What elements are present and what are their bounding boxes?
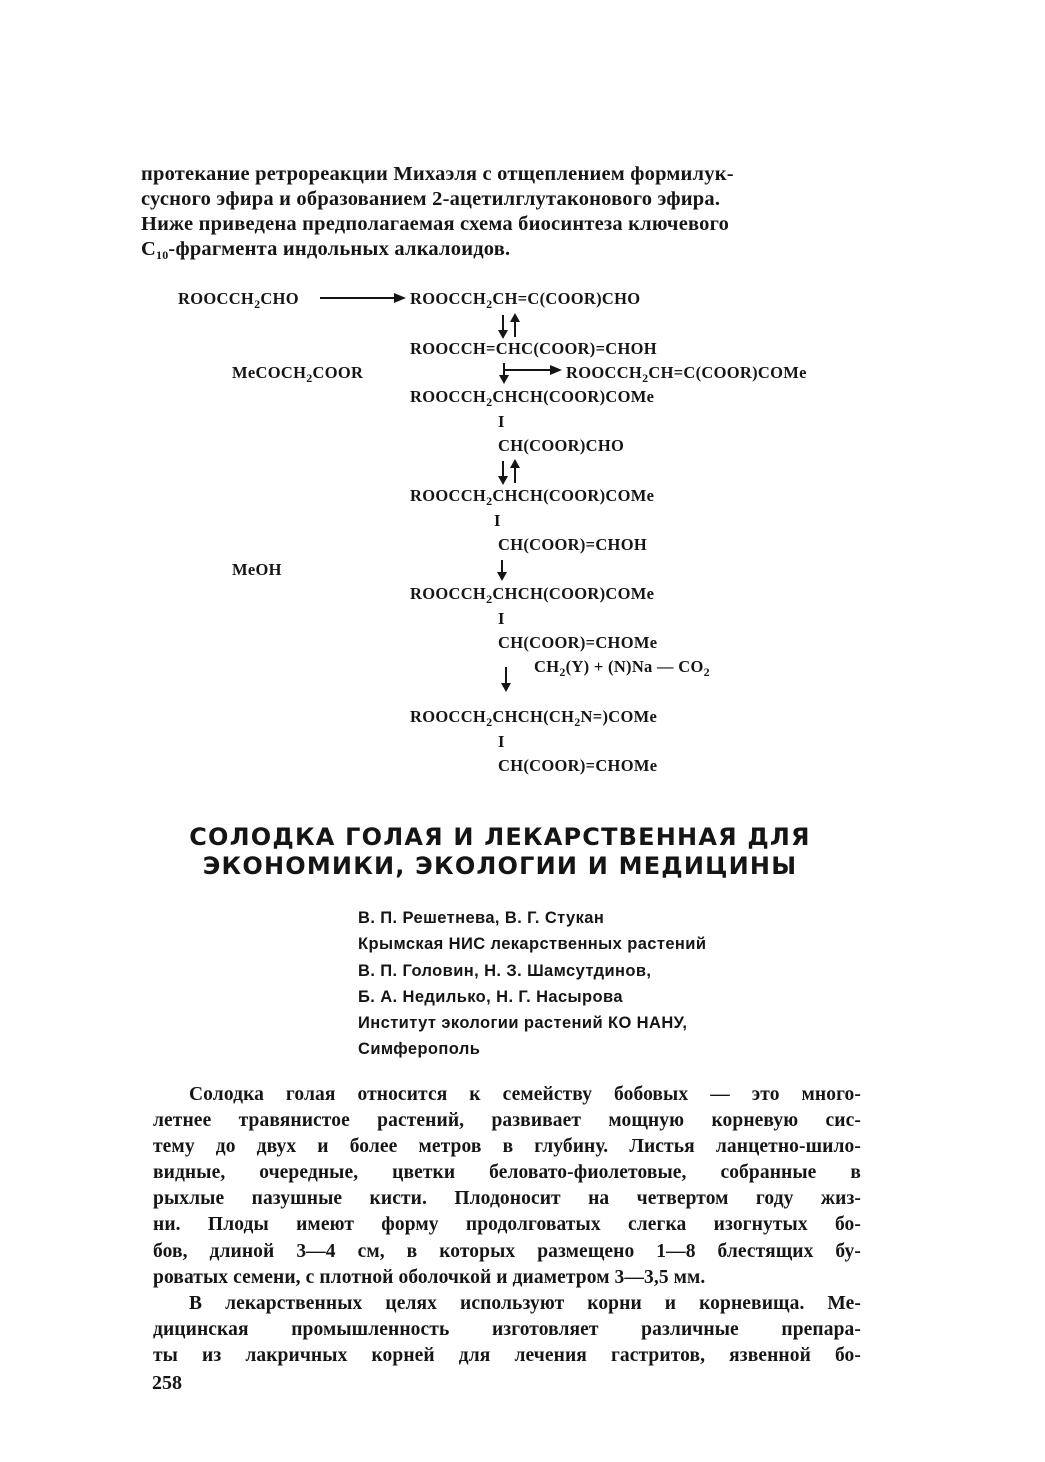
title-line: СОЛОДКА ГОЛАЯ И ЛЕКАРСТВЕННАЯ ДЛЯ	[189, 823, 811, 851]
paragraph	[153, 1291, 861, 1369]
authors-block	[358, 905, 706, 1063]
author-line: В. П. Решетнева, В. Г. Стукан	[358, 909, 605, 927]
final-product-formula: $ROOCCH_2CHCH(CH_2N=)COMe$	[410, 707, 658, 729]
intro-line: протекание ретрореакции Михаэля с отщеплением формилук-	[141, 163, 734, 185]
byreagents-formula: $CH_2(Y) + (N)Na$ — $CO_2$	[534, 657, 710, 679]
intro-line: $C_{10}$-фрагмента индольных алкалоидов.	[141, 238, 511, 262]
bond-line: I	[494, 511, 501, 530]
title-line: ЭКОНОМИКИ, ЭКОЛОГИИ И МЕДИЦИНЫ	[202, 852, 798, 880]
side-product-formula: $ROOCCH_2CH=C(COOR)COMe$	[566, 363, 807, 385]
article-title	[180, 823, 820, 881]
page-number: 258	[152, 1372, 182, 1394]
text-line: дицинская промышленность изготовляет различные препара-	[153, 1318, 861, 1340]
branch-formula: CH(COOR)=CHOMe	[498, 633, 658, 652]
text-line: Солодка голая относится к семейству бобовых — это много-	[189, 1084, 861, 1105]
bond-line: I	[498, 412, 505, 431]
bond-line: I	[498, 732, 505, 751]
affiliation-line: Крымская НИС лекарственных растений	[358, 935, 707, 954]
text-line: рыхлые пазушные кисти. Плодоносит на четвертом году жиз-	[153, 1188, 861, 1210]
adduct-formula: $ROOCCH_2CHCH(COOR)COMe$	[410, 584, 655, 606]
equilibrium-arrows-icon	[494, 458, 524, 486]
reagent-formula: MeOH	[232, 560, 282, 579]
product-formula: $ROOCCH_2CH=C(COOR)CHO$	[410, 289, 641, 311]
text-line: бов, длиной 3—4 см, в которых размещено 1—8 блестящих бу-	[153, 1240, 861, 1262]
text-line: видные, очередные, цветки беловато-фиолетовые, собранные в	[153, 1162, 861, 1184]
reactant-formula: $ROOCCH_2CHO$	[178, 289, 299, 311]
text-line: ты из лакричных корней для лечения гастритов, язвенной бо-	[153, 1344, 861, 1366]
paragraph	[153, 1082, 861, 1291]
adduct-formula: $ROOCCH_2CHCH(COOR)COMe$	[410, 387, 655, 409]
affiliation-line: Институт экологии растений КО НАНУ,	[358, 1014, 688, 1033]
author-line: Б. А. Недилько, Н. Г. Насырова	[358, 987, 623, 1006]
text-line: ни. Плоды имеют форму продолговатых слегка изогнутых бо-	[153, 1214, 861, 1236]
branch-formula: CH(COOR)=CHOMe	[498, 756, 658, 775]
equilibrium-arrows-icon	[494, 312, 524, 340]
reagent-formula: MeCOCH$_2$COOR	[232, 363, 364, 385]
author-line: В. П. Головин, Н. З. Шамсутдинов,	[358, 961, 652, 980]
article-body	[153, 1082, 861, 1369]
down-arrow-icon	[492, 558, 512, 584]
text-line: роватых семени, с плотной оболочкой и диаметром 3—3,5 мм.	[153, 1266, 706, 1288]
adduct-formula: $ROOCCH_2CHCH(COOR)COMe$	[410, 486, 655, 508]
down-arrow-icon	[496, 665, 516, 695]
city-line: Симферополь	[358, 1040, 481, 1059]
branch-formula: CH(COOR)=CHOH	[498, 535, 647, 554]
branch-formula: CH(COOR)CHO	[498, 436, 625, 455]
text-line: летнее травянистое растений, развивает мощную корневую сис-	[153, 1110, 861, 1132]
bond-line: I	[498, 609, 505, 628]
intro-line: сусного эфира и образованием 2-ацетилглутаконового эфира.	[141, 188, 721, 210]
enol-formula: ROOCCH=CHC(COOR)=CHOH	[410, 339, 657, 358]
intro-line: Ниже приведена предполагаемая схема биосинтеза ключевого	[141, 213, 730, 235]
branch-arrow-icon	[494, 361, 566, 387]
right-arrow-icon	[318, 290, 408, 306]
text-line: тему до двух и более метров в глубину. Листья ланцетно-шило-	[153, 1136, 861, 1158]
text-line: В лекарственных целях используют корни и корневища. Ме-	[189, 1292, 861, 1314]
